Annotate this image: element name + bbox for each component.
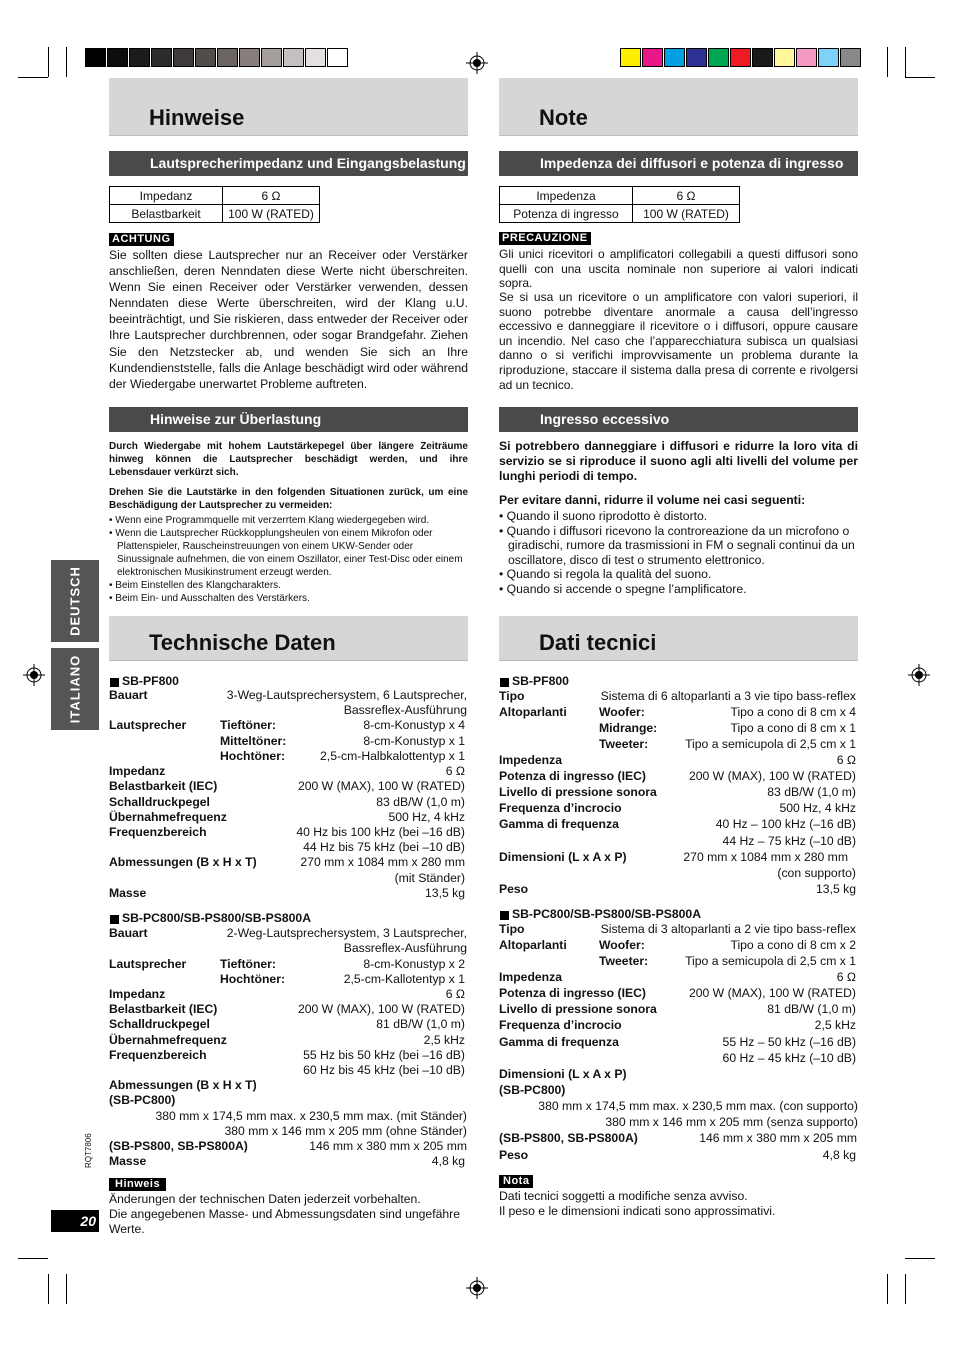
spec-sublabel: Woofer: — [599, 705, 645, 719]
registration-mark-icon — [908, 664, 930, 686]
note-text — [499, 1189, 858, 1219]
color-swatch — [752, 48, 773, 67]
spec-value: Bassreflex-Ausführung — [343, 703, 467, 717]
color-swatch — [173, 48, 194, 67]
spec-value: 8-cm-Konustyp x 2 — [363, 957, 465, 971]
note-line: Die angegebenen Masse- und Abmessungsdaten sind ungefähre Werte. — [109, 1207, 460, 1236]
document-code: RQT7806 — [84, 1133, 93, 1168]
spec-label: Peso — [499, 882, 529, 896]
spec-label: Belastbarkeit (IEC) — [109, 1002, 218, 1016]
spec-sublabel: Tweeter: — [599, 737, 649, 751]
spec-label: Livello di pressione sonora — [499, 785, 657, 799]
color-swatch — [642, 48, 663, 67]
color-swatch — [283, 48, 304, 67]
spec-label: Frequenza d’incrocio — [499, 801, 622, 815]
spec-label: Gamma di frequenza — [499, 817, 619, 831]
spec-value: 8-cm-Konustyp x 1 — [363, 734, 465, 748]
spec-block-de-1 — [109, 688, 467, 908]
spec-label: (SB-PS800, SB-PS800A) — [499, 1131, 638, 1145]
page-number: 20 — [51, 1210, 99, 1232]
title-technische-daten — [109, 616, 468, 661]
model-marker — [110, 915, 119, 924]
spec-value: 380 mm x 146 mm x 205 mm (ohne Ständer) — [224, 1124, 467, 1138]
spec-label: Peso — [499, 1148, 529, 1162]
spec-label: Livello di pressione sonora — [499, 1002, 657, 1016]
color-swatch — [261, 48, 282, 67]
spec-sublabel: Hochtöner: — [220, 972, 285, 986]
section-bar-ueberlastung: Hinweise zur Überlastung — [109, 407, 468, 432]
spec-value: 200 W (MAX), 100 W (RATED) — [297, 1002, 465, 1016]
page-title: Note — [539, 105, 588, 130]
spec-sublabel: Mitteltöner: — [220, 734, 287, 748]
model-heading: SB-PF800 — [122, 674, 179, 688]
spec-value: 6 Ω — [445, 987, 465, 1001]
spec-label: Tipo — [499, 689, 525, 703]
spec-value: 83 dB/W (1,0 m) — [767, 785, 856, 799]
registration-mark-icon — [466, 52, 488, 74]
spec-value: 146 mm x 380 mm x 205 mm — [309, 1139, 467, 1153]
color-swatch — [327, 48, 348, 67]
spec-label: Dimensioni (L x A x P) — [499, 1067, 627, 1081]
spec-label: Dimensioni (L x A x P) — [499, 850, 627, 864]
overload-text: Durch Wiedergabe mit hohem Lautstärkepegel über längere Zeiträume hinweg können die Lautsprecher beschädigt werden, und ihre Lebensdauer verkürzt sich. — [109, 441, 468, 478]
list-item: • Quando il suono riprodotto è distorto. — [499, 509, 708, 523]
spec-value: 500 Hz, 4 kHz — [779, 801, 856, 815]
spec-label: Masse — [109, 1154, 147, 1168]
spec-value: 146 mm x 380 mm x 205 mm — [699, 1131, 857, 1145]
color-swatch — [620, 48, 641, 67]
color-swatch — [107, 48, 128, 67]
overload-text: Si potrebbero danneggiare i diffusori e ridurre la loro vita di servizio se si riproduce il suono agli alti livelli del volume per lunghi periodi di tempo. — [499, 439, 858, 483]
section-title: Dati tecnici — [539, 630, 657, 655]
note-line: Änderungen der technischen Daten jederzeit vorbehalten. — [109, 1192, 421, 1206]
color-swatch — [708, 48, 729, 67]
color-swatch — [730, 48, 751, 67]
spec-value: 81 dB/W (1,0 m) — [767, 1002, 856, 1016]
color-swatch — [85, 48, 106, 67]
color-swatch — [217, 48, 238, 67]
spec-label: Frequenzbereich — [109, 1048, 207, 1062]
color-swatch — [239, 48, 260, 67]
spec-label: Frequenzbereich — [109, 825, 207, 839]
table-cell: Potenza di ingresso — [500, 205, 633, 223]
section-bar-impedenza: Impedenza dei diffusori e potenza di ingresso — [499, 151, 858, 176]
color-swatches — [620, 48, 862, 67]
spec-value: Sistema di 3 altoparlanti a 2 vie tipo bass-reflex — [600, 922, 856, 936]
caution-text: Sie sollten diese Lautsprecher nur an Receiver oder Verstärker anschließen, deren Nenndaten diese Werte nicht überschreiten. Wenn Sie einen Receiver oder Verstärker verwenden, dessen Nenndaten diese Werte überschreiten, wird der Klang u.U. beeinträchtigt, und Sie riskieren, dass entweder der Receiver oder Ihre Lautsprecher durchbrennen, oder sogar Brandgefahr. Ziehen Sie den Netzstecker ab, und wenden Sie sich an Ihre Kundendienststelle, falls die Anlage beschädigt wird oder während der Wiedergabe unerwartet Probleme auftreten. — [109, 248, 468, 391]
note-text — [109, 1192, 468, 1237]
spec-value: Tipo a cono di 8 cm x 2 — [730, 938, 856, 952]
spec-label: Impedanz — [109, 987, 166, 1001]
spec-label: Übernahmefrequenz — [109, 1033, 227, 1047]
registration-mark-icon — [466, 1277, 488, 1299]
spec-sublabel: Woofer: — [599, 938, 645, 952]
spec-label: Altoparlanti — [499, 938, 567, 952]
table-cell: 100 W (RATED) — [223, 205, 320, 223]
overload-instruction: Per evitare danni, ridurre il volume nei casi seguenti: — [499, 493, 806, 507]
spec-label: Impedenza — [499, 970, 562, 984]
spec-value: 4,8 kg — [822, 1148, 856, 1162]
model-marker — [500, 678, 509, 687]
color-swatch — [305, 48, 326, 67]
spec-label: Schalldruckpegel — [109, 1017, 210, 1031]
spec-value: 44 Hz – 75 kHz (–10 dB) — [722, 834, 856, 848]
spec-value: 44 Hz bis 75 kHz (bei –10 dB) — [303, 840, 465, 854]
spec-label: Belastbarkeit (IEC) — [109, 779, 218, 793]
spec-label: Übernahmefrequenz — [109, 810, 227, 824]
spec-value: 270 mm x 1084 mm x 280 mm — [300, 855, 465, 869]
spec-sublabel: Tieftöner: — [220, 718, 276, 732]
color-swatch — [686, 48, 707, 67]
caution-tag: ACHTUNG — [109, 233, 174, 246]
spec-label: Bauart — [109, 926, 148, 940]
table-cell: Impedanz — [110, 187, 223, 205]
tab-deutsch — [51, 560, 99, 642]
title-dati-tecnici — [499, 616, 858, 661]
spec-label: Lautsprecher — [109, 957, 187, 971]
gray-swatches — [85, 48, 349, 67]
color-swatch — [129, 48, 150, 67]
impedance-table — [109, 186, 320, 223]
spec-value: 2,5 kHz — [814, 1018, 856, 1032]
color-swatch — [774, 48, 795, 67]
spec-block-it-1 — [499, 689, 856, 904]
spec-label: Impedanz — [109, 764, 166, 778]
spec-value: 13,5 kg — [816, 882, 856, 896]
spec-value: 3-Weg-Lautsprechersystem, 6 Lautsprecher, — [226, 688, 467, 702]
model-heading: SB-PC800/SB-PS800/SB-PS800A — [512, 907, 701, 921]
impedance-table — [499, 186, 740, 223]
tab-italiano-label: ITALIANO — [67, 654, 83, 724]
spec-label: (SB-PS800, SB-PS800A) — [109, 1139, 248, 1153]
section-bar-ingresso: Ingresso eccessivo — [499, 407, 858, 432]
spec-label: Potenza di ingresso (IEC) — [499, 769, 646, 783]
section-title: Technische Daten — [149, 630, 336, 655]
spec-label: (SB-PC800) — [499, 1083, 566, 1097]
overload-instruction: Drehen Sie die Lautstärke in den folgenden Situationen zurück, um eine Beschädigung der Lautsprecher zu vermeiden: — [109, 487, 468, 511]
table-cell: 6 Ω — [223, 187, 320, 205]
color-swatch — [796, 48, 817, 67]
section-bar-impedanz: Lautsprecherimpedanz und Eingangsbelastung — [109, 151, 468, 176]
table-cell: Belastbarkeit — [110, 205, 223, 223]
table-cell: 100 W (RATED) — [633, 205, 740, 223]
overload-list — [109, 514, 468, 605]
spec-value: Tipo a cono di 8 cm x 4 — [730, 705, 856, 719]
table-cell: 6 Ω — [633, 187, 740, 205]
spec-value: 6 Ω — [445, 764, 465, 778]
spec-sublabel: Hochtöner: — [220, 749, 285, 763]
model-heading: SB-PF800 — [512, 674, 569, 688]
model-marker — [110, 678, 119, 687]
model-heading: SB-PC800/SB-PS800/SB-PS800A — [122, 911, 311, 925]
spec-sublabel: Midrange: — [599, 721, 658, 735]
list-item: • Beim Ein- und Ausschalten des Verstärkers. — [109, 593, 310, 604]
spec-value: 270 mm x 1084 mm x 280 mm — [683, 850, 848, 864]
list-item: • Quando si regola la qualità del suono. — [499, 567, 712, 582]
spec-label: Impedenza — [499, 753, 562, 767]
spec-value: 4,8 kg — [431, 1154, 465, 1168]
spec-value: (mit Ständer) — [394, 871, 465, 885]
spec-value: 380 mm x 174,5 mm max. x 230,5 mm max. (con supporto) — [538, 1099, 858, 1113]
title-note — [499, 78, 858, 136]
spec-value: 55 Hz bis 50 kHz (bei –16 dB) — [303, 1048, 465, 1062]
page-title: Hinweise — [149, 105, 245, 130]
spec-block-de-2 — [109, 926, 467, 1176]
spec-value: Sistema di 6 altoparlanti a 3 vie tipo bass-reflex — [600, 689, 856, 703]
spec-label: Masse — [109, 886, 147, 900]
list-item: • Beim Einstellen des Klangcharakters. — [109, 580, 281, 591]
spec-value: 200 W (MAX), 100 W (RATED) — [688, 986, 856, 1000]
tab-deutsch-label: DEUTSCH — [67, 566, 83, 636]
color-swatch — [151, 48, 172, 67]
note-line: Il peso e le dimensioni indicati sono approssimativi. — [499, 1204, 776, 1218]
spec-value: Tipo a semicupola di 2,5 cm x 1 — [685, 954, 856, 968]
color-swatch — [840, 48, 861, 67]
caution-text: Gli unici ricevitori o amplificatori collegabili a questi diffusori sono quelli con una uscita nominale non superiore ai valori indicati sopra. — [499, 247, 858, 291]
title-hinweise — [109, 78, 468, 136]
note-line: Dati tecnici soggetti a modifiche senza avviso. — [499, 1189, 748, 1203]
table-cell: Impedenza — [500, 187, 633, 205]
list-item: • Quando si accende o spegne l’amplificatore. — [499, 581, 747, 596]
spec-value: 81 dB/W (1,0 m) — [376, 1017, 465, 1031]
spec-value: 83 dB/W (1,0 m) — [376, 795, 465, 809]
spec-label: Schalldruckpegel — [109, 795, 210, 809]
spec-block-it-2 — [499, 922, 856, 1172]
list-item: • Wenn die Lautsprecher Rückkopplungsheulen von einem Mikrofon oder Plattenspieler, Rauscheinstreuungen von einem UKW-Sender oder Sinussignale aufnehmen, die von einem Oszillator, einer Test-Disc oder einem elektronischen Musikinstrument erzeugt werden. — [109, 528, 463, 578]
spec-value: 60 Hz – 45 kHz (–10 dB) — [722, 1051, 856, 1065]
spec-label: Abmessungen (B x H x T) — [109, 1078, 257, 1092]
spec-label: Frequenza d’incrocio — [499, 1018, 622, 1032]
spec-label: Bauart — [109, 688, 148, 702]
spec-value: 2,5-cm-Halbkalottentyp x 1 — [320, 749, 465, 763]
note-tag: Hinweis — [109, 1178, 166, 1191]
spec-label: Abmessungen (B x H x T) — [109, 855, 257, 869]
caution-text-2: Se si usa un ricevitore o un amplificatore con valori superiori, il suono potrebbe diventare anormale a causa dell’ingresso eccessivo e danneggiare il ricevitore o i diffusori, oppure causare un incendio. Nel caso che l’apparecchiatura subisca un qualsiasi danno o si verifichi improvvisamente un problema durante la riproduzione, staccare il sistema dalla presa di corrente e rivolgersi ad un tecnico. — [499, 290, 858, 392]
color-swatch — [818, 48, 839, 67]
spec-value: Bassreflex-Ausführung — [343, 941, 467, 955]
list-item: • Quando i diffusori ricevono la controreazione da un microfono o giradischi, rumore da trasmissioni in FM o segnali continui da un oscillatore, disco di test o strumento elettronico. — [499, 523, 855, 567]
color-swatch — [664, 48, 685, 67]
spec-value: 6 Ω — [836, 970, 856, 984]
tab-italiano — [51, 648, 99, 730]
spec-value: Tipo a semicupola di 2,5 cm x 1 — [685, 737, 856, 751]
spec-value: 380 mm x 174,5 mm max. x 230,5 mm max. (mit Ständer) — [155, 1109, 467, 1123]
spec-sublabel: Tieftöner: — [220, 957, 276, 971]
spec-value: 2-Weg-Lautsprechersystem, 3 Lautsprecher, — [226, 926, 467, 940]
spec-value: 2,5-cm-Kallotentyp x 1 — [343, 972, 465, 986]
spec-value: 60 Hz bis 45 kHz (bei –10 dB) — [303, 1063, 465, 1077]
spec-value: 13,5 kg — [425, 886, 465, 900]
color-swatch — [195, 48, 216, 67]
note-tag: Nota — [499, 1175, 533, 1188]
caution-tag: PRECAUZIONE — [499, 232, 591, 245]
spec-label: (SB-PC800) — [109, 1093, 176, 1107]
spec-label: Altoparlanti — [499, 705, 567, 719]
spec-value: 40 Hz – 100 kHz (–16 dB) — [715, 817, 856, 831]
spec-value: 200 W (MAX), 100 W (RATED) — [297, 779, 465, 793]
registration-mark-icon — [23, 664, 45, 686]
spec-sublabel: Tweeter: — [599, 954, 649, 968]
spec-label: Tipo — [499, 922, 525, 936]
spec-value: 500 Hz, 4 kHz — [388, 810, 465, 824]
spec-value: (con supporto) — [777, 866, 856, 880]
spec-label: Lautsprecher — [109, 718, 187, 732]
spec-value: 2,5 kHz — [423, 1033, 465, 1047]
spec-value: 40 Hz bis 100 kHz (bei –16 dB) — [296, 825, 465, 839]
spec-value: Tipo a cono di 8 cm x 1 — [730, 721, 856, 735]
spec-value: 8-cm-Konustyp x 4 — [363, 718, 465, 732]
spec-value: 55 Hz – 50 kHz (–16 dB) — [722, 1035, 856, 1049]
model-marker — [500, 911, 509, 920]
spec-value: 6 Ω — [836, 753, 856, 767]
spec-value: 380 mm x 146 mm x 205 mm (senza supporto) — [605, 1115, 858, 1129]
spec-value: 200 W (MAX), 100 W (RATED) — [688, 769, 856, 783]
spec-label: Potenza di ingresso (IEC) — [499, 986, 646, 1000]
spec-label: Gamma di frequenza — [499, 1035, 619, 1049]
list-item: • Wenn eine Programmquelle mit verzerrtem Klang wiedergegeben wird. — [109, 515, 430, 526]
overload-list — [499, 509, 858, 597]
